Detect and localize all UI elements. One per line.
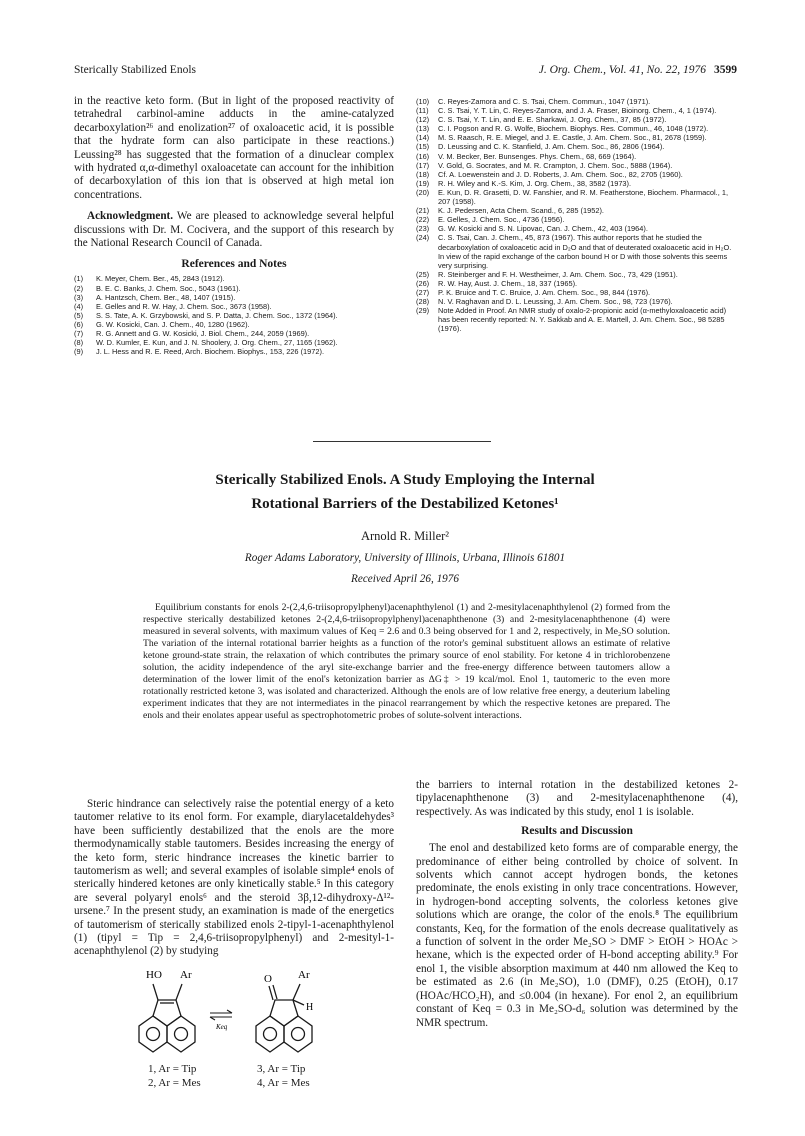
reference-text: C. S. Tsai, Y. T. Lin, and E. E. Sharkawi, J. Org. Chem., 37, 85 (1972). bbox=[438, 115, 667, 125]
enol-aromatic-circle-right bbox=[175, 1028, 188, 1041]
keto-ring-left bbox=[256, 1016, 284, 1052]
reference-item bbox=[416, 161, 738, 170]
reference-number: (15) bbox=[416, 142, 430, 152]
keto-h-label: H bbox=[306, 1002, 314, 1013]
enol-five-membered-ring bbox=[153, 1000, 181, 1026]
reference-text: M. S. Raasch, R. E. Miegel, and J. E. Castle, J. Am. Chem. Soc., 81, 2678 (1959). bbox=[438, 133, 707, 143]
reference-number: (29) bbox=[416, 306, 430, 316]
reference-item bbox=[416, 179, 738, 188]
keto-structure bbox=[256, 984, 312, 1052]
reference-item bbox=[74, 329, 394, 338]
reference-text: R. Steinberger and F. H. Westheimer, J. Am. Chem. Soc., 73, 429 (1951). bbox=[438, 269, 678, 279]
reference-text: E. Kun, D. R. Grasetti, D. W. Fanshier, and R. M. Featherstone, Biochem. Pharmacol., 1, 207 (1958). bbox=[438, 187, 728, 207]
reference-number: (24) bbox=[416, 233, 430, 243]
reference-item bbox=[74, 284, 394, 293]
reference-item bbox=[74, 347, 394, 356]
reference-number: (11) bbox=[416, 106, 429, 116]
reference-text: V. Gold, G. Socrates, and M. R. Crampton, J. Chem. Soc., 5888 (1964). bbox=[438, 160, 673, 170]
keto-carbonyl-bond-a bbox=[269, 986, 273, 1000]
reference-item bbox=[416, 270, 738, 279]
article-divider-rule bbox=[313, 441, 491, 442]
equilibrium-arrows bbox=[210, 1010, 232, 1020]
continuation-paragraph: the barriers to internal rotation in the destabilized ketones 2-tipylacenaphthenone (3) and 2-mesitylacenaphthenone (4), respectively. As was indicated by this study, enol 1 is isolable. bbox=[416, 779, 738, 818]
reference-number: (14) bbox=[416, 133, 430, 143]
reference-item bbox=[416, 297, 738, 306]
caption-compound-1: 1, Ar = Tip bbox=[148, 1063, 197, 1075]
reference-number: (12) bbox=[416, 115, 430, 125]
reference-number: (17) bbox=[416, 160, 430, 170]
caption-compound-4: 4, Ar = Mes bbox=[257, 1077, 310, 1089]
tautomer-scheme bbox=[118, 960, 358, 1060]
reference-text: W. D. Kumler, E. Kun, and J. N. Shoolery, J. Org. Chem., 27, 1165 (1962). bbox=[96, 338, 338, 348]
reference-number: (19) bbox=[416, 178, 430, 188]
reference-number: (4) bbox=[74, 301, 84, 311]
affiliation: Roger Adams Laboratory, University of Illinois, Urbana, Illinois 61801 bbox=[244, 552, 566, 564]
author-line: Arnold R. Miller² bbox=[360, 529, 450, 543]
reference-item bbox=[416, 188, 738, 206]
acknowledgment-label: Acknowledgment. bbox=[87, 210, 174, 223]
reference-text: C. S. Tsai, Y. T. Lin, C. Reyes-Zamora, and J. A. Fraser, Bioinorg. Chem., 4, 1 (1974). bbox=[438, 106, 717, 116]
results-heading: Results and Discussion bbox=[521, 825, 633, 838]
reference-text: G. W. Kosicki and S. N. Lipovac, Can. J. Chem., 42, 403 (1964). bbox=[438, 224, 648, 234]
article-body-right-column bbox=[416, 779, 738, 1030]
keto-aromatic-circle-left bbox=[264, 1028, 277, 1041]
reference-text: Cf. A. Loewenstein and J. D. Roberts, J. Am. Chem. Soc., 82, 2705 (1960). bbox=[438, 169, 683, 179]
reference-text: P. K. Bruice and T. C. Bruice, J. Am. Chem. Soc., 98, 844 (1976). bbox=[438, 287, 651, 297]
references-heading: References and Notes bbox=[181, 258, 287, 271]
caption-compound-3: 3, Ar = Tip bbox=[257, 1063, 306, 1075]
enol-aromatic-circle-left bbox=[147, 1028, 160, 1041]
reference-item bbox=[74, 338, 394, 347]
keto-ring-right bbox=[284, 1016, 312, 1052]
reference-item bbox=[416, 124, 738, 133]
reference-number: (10) bbox=[416, 97, 430, 106]
running-head bbox=[74, 64, 737, 80]
acknowledgment-text: We are pleased to acknowledge several helpful discussions with Dr. M. Cocivera, and the support of this research by the National Research Council of Canada. bbox=[74, 210, 394, 250]
reference-number: (22) bbox=[416, 215, 430, 225]
reference-item bbox=[416, 152, 738, 161]
reference-item bbox=[416, 142, 738, 151]
previous-article-right-column bbox=[416, 97, 738, 333]
reference-number: (18) bbox=[416, 169, 430, 179]
reference-number: (27) bbox=[416, 287, 430, 297]
reference-item bbox=[416, 170, 738, 179]
received-date: Received April 26, 1976 bbox=[351, 573, 459, 585]
reference-number: (7) bbox=[74, 329, 84, 339]
reference-item bbox=[74, 320, 394, 329]
keto-ar-label: Ar bbox=[298, 969, 310, 981]
caption-compound-2: 2, Ar = Mes bbox=[148, 1077, 201, 1089]
enol-ring-right bbox=[167, 1016, 195, 1052]
reference-number: (3) bbox=[74, 292, 84, 302]
reference-item bbox=[416, 115, 738, 124]
keq-label: Keq bbox=[216, 1023, 228, 1031]
reference-item bbox=[74, 274, 394, 283]
reference-number: (23) bbox=[416, 224, 430, 234]
reference-number: (13) bbox=[416, 124, 430, 134]
reference-item bbox=[74, 293, 394, 302]
keto-five-membered-ring bbox=[270, 1000, 298, 1026]
reference-text: K. Meyer, Chem. Ber., 45, 2843 (1912). bbox=[96, 274, 225, 284]
reference-text: A. Hantzsch, Chem. Ber., 48, 1407 (1915). bbox=[96, 292, 236, 302]
article-title bbox=[74, 468, 736, 516]
results-paragraph: The enol and destabilized keto forms are of comparable energy, the predominance of either being controlled by choice of solvent. In solvents which cannot accept hydrogen bonds, the ketones predominate, the enols existing in only trace concentrations. However, in hydrogen-bond accepting solvents, the colorless ketones give solutions which are orange, the color of the enols.⁸ The equilibrium constants, Keq, for the formation of the enols decrease qualitatively as a function of solvent in the order Me₂SO > DMF > EtOH > HOAc > hexane, which is the expected order of H-bond accepting ability.⁹ For enol 1, the visible absorption maximum at 440 nm allowed the Keq to be estimated as 2.6 (in Me₂SO), 1.0 (DMF), 0.25 (EtOH), 0.17 (HOAc/HCO₂H), and ≤0.004 (in hexane). For enol 2, an equilibrium constant of Keq = 0.3 in Me₂SO-d₆ solution was determined by the NMR spectrum. bbox=[416, 842, 738, 1029]
references-list-left bbox=[74, 274, 394, 356]
enol-ar-label: Ar bbox=[180, 969, 192, 981]
reference-number: (21) bbox=[416, 206, 430, 216]
enol-ar-bond bbox=[176, 984, 182, 1000]
reference-number: (20) bbox=[416, 187, 430, 197]
reference-item bbox=[74, 302, 394, 311]
keto-ar-bond bbox=[293, 984, 300, 1000]
reference-text: C. Reyes-Zamora and C. S. Tsai, Chem. Commun., 1047 (1971). bbox=[438, 97, 651, 106]
scheme-captions bbox=[148, 1063, 348, 1093]
reference-item bbox=[416, 224, 738, 233]
introduction-paragraph: Steric hindrance can selectively raise the potential energy of a keto tautomer relative to its enol form. For example, diarylacetaldehydes³ have been sufficiently destabilized that the enols are the more thermodynamically stable tautomers. Besides increasing the energy of the keto form, steric hindrance increases the kinetic barrier to tautomerism as well; and several examples of isolable simple⁴ enols of sterically hindered ketones are only kinetically stable.⁵ In this category are several polyaryl enols⁶ and the steroid 3β,12-dihydroxy-Δ¹²-ursene.⁷ In the present study, an examination is made of the energetics of tautomerism of sterically stabilized enols 2-tipyl-1-acenaphthylenol (1) (tipyl = Tip = 2,4,6-triisopropylphenyl) and 2-mesityl-1-acenaphthylenol (2) by studying bbox=[74, 798, 394, 958]
reference-number: (5) bbox=[74, 310, 84, 320]
page-number: 3599 bbox=[714, 64, 737, 76]
running-head-title: Sterically Stabilized Enols bbox=[74, 64, 197, 76]
reference-text: K. J. Pedersen, Acta Chem. Scand., 6, 285 (1952). bbox=[438, 206, 604, 216]
enol-ring-left bbox=[139, 1016, 167, 1052]
reference-number: (28) bbox=[416, 297, 430, 307]
previous-article-paragraph: in the reactive keto form. (But in light of the proposed reactivity of tetrahedral carbinol-amine adducts in the amine-catalyzed decarboxylation²⁶ and enolization²⁷ of oxaloacetic acid, it is possible that the hydrate form can also participate in these reactions.) Leussing²⁸ has suggested that the formation of a dinuclear complex with hydrated α,α-dimethyl oxaloacetate can account for the inhibition of decarboxylation of this ion that is observed at high metal ion concentrations. bbox=[74, 95, 394, 201]
reference-text: B. E. C. Banks, J. Chem. Soc., 5043 (1961). bbox=[96, 283, 241, 293]
reference-item bbox=[416, 288, 738, 297]
reference-number: (8) bbox=[74, 338, 84, 348]
reference-item bbox=[416, 215, 738, 224]
reference-item bbox=[416, 97, 738, 106]
reference-text: Note Added in Proof. An NMR study of oxalo-2-propionic acid (α-methyloxaloacetic acid) has been recently reported: N. Y. Sakkab and A. E. Martell, J. Am. Chem. Soc., 98 5285 (1976). bbox=[438, 306, 727, 334]
reference-text: D. Leussing and C. K. Stanfield, J. Am. Chem. Soc., 86, 2806 (1964). bbox=[438, 142, 665, 152]
reference-text: R. H. Wiley and K.-S. Kim, J. Org. Chem., 38, 3582 (1973). bbox=[438, 178, 632, 188]
reference-item bbox=[416, 206, 738, 215]
reference-text: C. I. Pogson and R. G. Wolfe, Biochem. Biophys. Res. Commun., 46, 1048 (1972). bbox=[438, 124, 709, 134]
reference-number: (9) bbox=[74, 347, 84, 357]
article-title-line-1: Sterically Stabilized Enols. A Study Employing the Internal bbox=[215, 472, 595, 488]
running-head-citation bbox=[539, 64, 737, 76]
previous-article-left-column bbox=[74, 95, 394, 356]
reference-number: (1) bbox=[74, 274, 84, 284]
reference-text: R. G. Annett and G. W. Kosicki, J. Biol. Chem., 244, 2059 (1969). bbox=[96, 329, 310, 339]
reference-number: (2) bbox=[74, 283, 84, 293]
keto-o-label: O bbox=[264, 973, 272, 985]
reference-item bbox=[416, 133, 738, 142]
reference-number: (25) bbox=[416, 269, 430, 279]
abstract: Equilibrium constants for enols 2-(2,4,6-triisopropylphenyl)acenaphthylenol (1) and 2-mesitylacenaphthylenol (2) formed from the respective sterically destabilized ketones 2-(2,4,6-triisopropylphenyl)acenaphthenone (3) and 2-mesitylacenaphthenone (4) were measured in several solvents, with maximum values of Keq = 2.6 and 0.3 being observed for 1 and 2, respectively, in Me₂SO solution. The variation of the internal rotational barrier heights as a function of the rotor's geminal substituent allows an estimate of relative ketone ground-state strain, the relaxation of which contributes the primary source of enol stability. For ketone 4 in trichlorobenzene solution, the acidity independence of the aryl site-exchange barrier and the free-energy difference between tautomers allow a determination of the lower limit of the enol's ketonization barrier as ΔG‡ > 19 kcal/mol. Enol 1, tautomeric to the even more rotationally restricted ketone 3, was isolated and characterized. Although the enols are of low relative free energy, a deuterium labeling experiment indicates that they are not intermediates in the pinacol rearrangement by which the respective ketones are prepared. The enols and their enolates appear useful as spectrophotometric probes of solute-solvent interactions. bbox=[143, 602, 670, 722]
acknowledgment bbox=[74, 210, 394, 250]
keto-aromatic-circle-right bbox=[292, 1028, 305, 1041]
reference-item bbox=[416, 279, 738, 288]
reference-number: (26) bbox=[416, 278, 430, 288]
reference-text: E. Gelles and R. W. Hay, J. Chem. Soc., 3673 (1958). bbox=[96, 301, 272, 311]
reference-text: E. Gelles, J. Chem. Soc., 4736 (1956). bbox=[438, 215, 565, 225]
reference-text: C. S. Tsai, Can. J. Chem., 45, 873 (1967). This author reports that he studied the decarboxylation of oxaloacetic acid in D₂O and that of deuterated oxaloacetic acid in H₂O. In view of the rapid exchange of the carbon bound H or D with those solvents this seems very surprising. bbox=[438, 233, 732, 270]
reference-text: R. W. Hay, Aust. J. Chem., 18, 337 (1965). bbox=[438, 278, 578, 288]
reference-item bbox=[416, 233, 738, 269]
reference-text: N. V. Raghavan and D. L. Leussing, J. Am. Chem. Soc., 98, 723 (1976). bbox=[438, 297, 673, 307]
reference-number: (6) bbox=[74, 319, 84, 329]
enol-structure bbox=[139, 984, 195, 1052]
reference-text: G. W. Kosicki, Can. J. Chem., 40, 1280 (1962). bbox=[96, 319, 250, 329]
reference-text: V. M. Becker, Ber. Bunsenges. Phys. Chem., 68, 669 (1964). bbox=[438, 151, 637, 161]
enol-oh-bond bbox=[153, 984, 158, 1000]
reference-text: S. S. Tate, A. K. Grzybowski, and S. P. Datta, J. Chem. Soc., 1372 (1964). bbox=[96, 310, 338, 320]
enol-ho-label: HO bbox=[146, 969, 162, 981]
keto-carbonyl-bond-b bbox=[273, 985, 277, 999]
article-body-left-column bbox=[74, 798, 394, 959]
journal-citation: J. Org. Chem., Vol. 41, No. 22, 1976 bbox=[538, 64, 706, 76]
reference-text: J. L. Hess and R. E. Reed, Arch. Biochem. Biophys., 153, 226 (1972). bbox=[96, 347, 324, 357]
article-title-line-2: Rotational Barriers of the Destabilized Ketones¹ bbox=[251, 496, 559, 512]
reference-item bbox=[74, 311, 394, 320]
reference-item bbox=[416, 106, 738, 115]
reference-number: (16) bbox=[416, 151, 430, 161]
reference-item bbox=[416, 306, 738, 333]
references-list-right bbox=[416, 97, 738, 333]
